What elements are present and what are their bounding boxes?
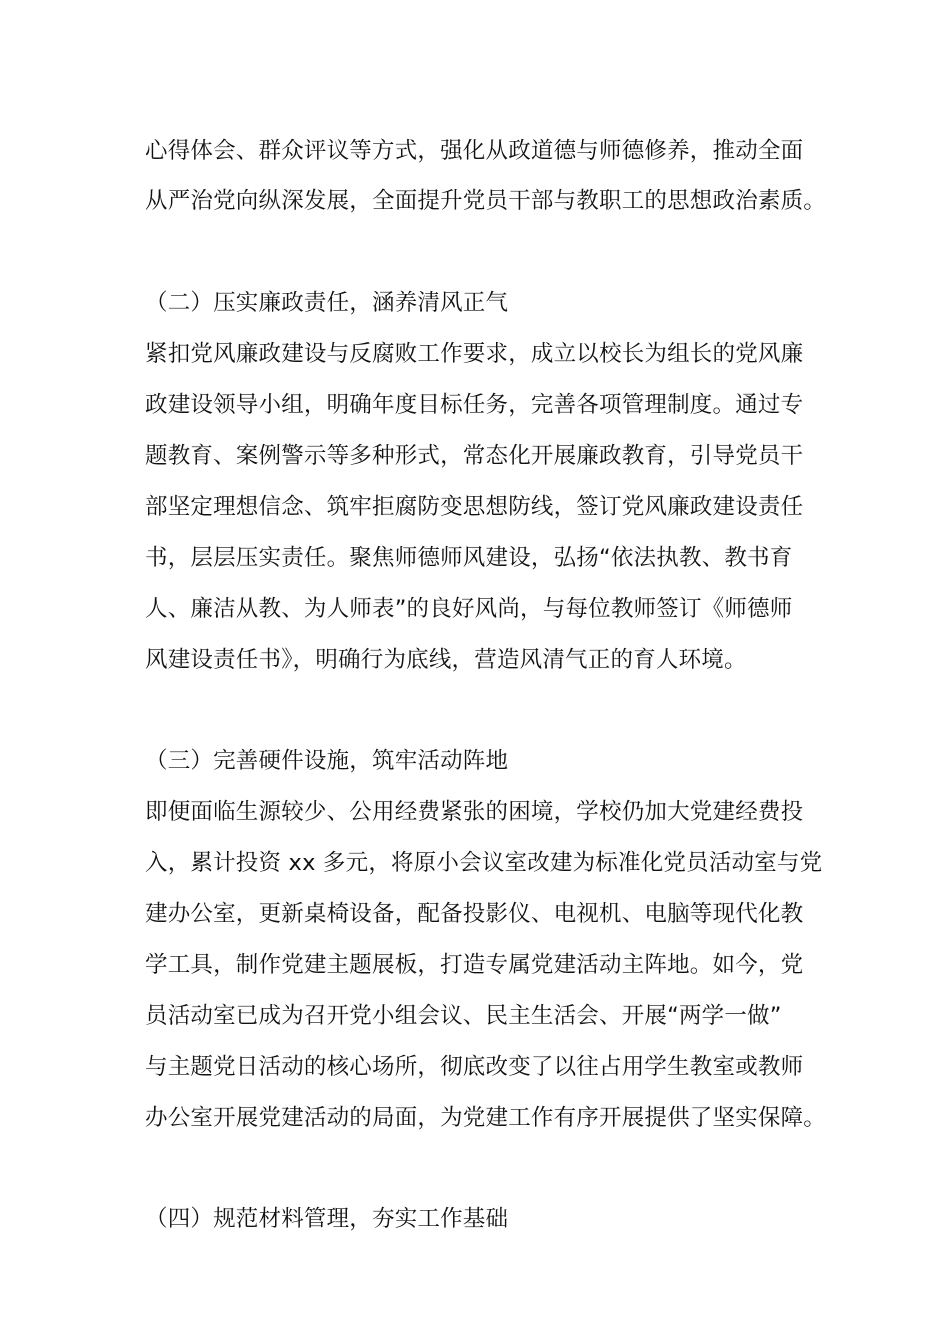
section-heading-4: （四）规范材料管理，夯实工作基础 xyxy=(145,1206,509,1232)
section-2-line-4: 部坚定理想信念、筑牢拒腐防变思想防线，签订党风廉政建设责任 xyxy=(145,494,804,520)
section-3-line-4: 学工具，制作党建主题展板，打造专属党建活动主阵地。如今，党 xyxy=(145,952,804,978)
section-2-line-7: 风建设责任书》，明确行为底线，营造风清气正的育人环境。 xyxy=(145,647,747,673)
section-3-line-3: 建办公室，更新桌椅设备，配备投影仪、电视机、电脑等现代化教 xyxy=(145,901,804,927)
section-2-line-1: 紧扣党风廉政建设与反腐败工作要求，成立以校长为组长的党风廉 xyxy=(145,341,804,367)
section-2-line-6: 人、廉洁从教、为人师表”的良好风尚，与每位教师签订《师德师 xyxy=(145,596,793,622)
section-3-line-5: 员活动室已成为召开党小组会议、民主生活会、开展“两学一做” xyxy=(145,1003,782,1029)
section-2-line-2: 政建设领导小组，明确年度目标任务，完善各项管理制度。通过专 xyxy=(145,392,804,418)
section-heading-3: （三）完善硬件设施，筑牢活动阵地 xyxy=(145,748,509,774)
section-3-line-1: 即便面临生源较少、公用经费紧张的困境，学校仍加大党建经费投 xyxy=(145,799,804,825)
section-2-line-3: 题教育、案例警示等多种形式，常态化开展廉政教育，引导党员干 xyxy=(145,443,804,469)
section-3-line-6: 与主题党日活动的核心场所，彻底改变了以往占用学生教室或教师 xyxy=(145,1054,804,1080)
section-3-line-2: 入，累计投资 xx 多元，将原小会议室改建为标准化党员活动室与党 xyxy=(145,850,823,876)
section-3-line-7: 办公室开展党建活动的局面，为党建工作有序开展提供了坚实保障。 xyxy=(145,1105,827,1131)
section-2-line-5: 书，层层压实责任。聚焦师德师风建设，弘扬“依法执教、教书育 xyxy=(145,545,793,571)
section-heading-2: （二）压实廉政责任，涵养清风正气 xyxy=(145,290,509,316)
intro-line-2: 从严治党向纵深发展，全面提升党员干部与教职工的思想政治素质。 xyxy=(145,188,827,214)
intro-line-1: 心得体会、群众评议等方式，强化从政道德与师德修养，推动全面 xyxy=(145,138,804,164)
